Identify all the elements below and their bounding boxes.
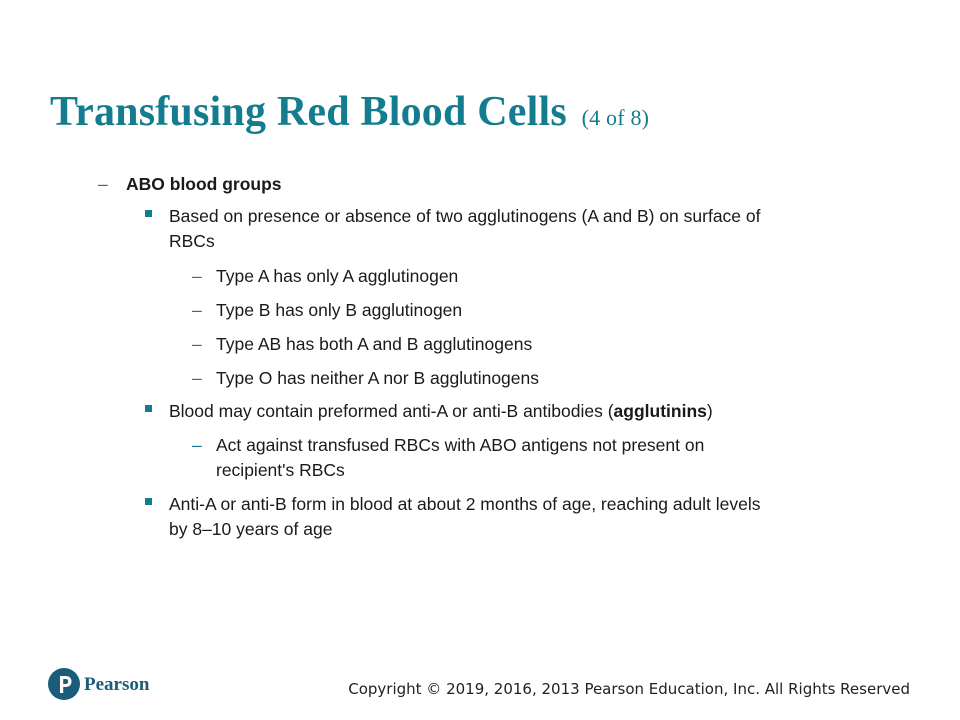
bullet3-line1: Anti-A or anti-B form in blood at about 2 months of age, reaching adult levels — [169, 494, 761, 514]
sub-dash: – — [192, 334, 202, 354]
subitem-type-b: Type B has only B agglutinogen — [216, 300, 463, 320]
sub-dash: – — [192, 435, 202, 455]
bullet2-text-before: Blood may contain preformed anti-A or anti-B antibodies ( — [169, 401, 614, 421]
sub-dash: – — [192, 368, 202, 388]
sub-dash: – — [192, 300, 202, 320]
bullet1-line1: Based on presence or absence of two agglutinogens (A and B) on surface of — [169, 206, 761, 226]
pearson-brand: Pearson — [84, 674, 150, 695]
bullet2-text — [169, 399, 713, 423]
bullet1-line2: RBCs — [169, 231, 215, 251]
heading-dash: – — [98, 174, 108, 194]
bullet2-bold-term: agglutinins — [613, 401, 707, 421]
slide-counter: (4 of 8) — [581, 105, 650, 130]
heading-abo-blood-groups: ABO blood groups — [126, 174, 282, 194]
bullet2-sub-line2: recipient's RBCs — [216, 460, 345, 480]
pearson-p-icon — [48, 668, 80, 700]
sub-dash: – — [192, 266, 202, 286]
subitem-type-a: Type A has only A agglutinogen — [216, 266, 459, 286]
subitem-type-o: Type O has neither A nor B agglutinogens — [216, 368, 539, 388]
bullet2-sub-line1: Act against transfused RBCs with ABO antigens not present on — [216, 435, 705, 455]
subitem-type-ab: Type AB has both A and B agglutinogens — [216, 334, 533, 354]
square-bullet-icon — [145, 405, 152, 412]
bullet3-line2: by 8–10 years of age — [169, 519, 333, 539]
square-bullet-icon — [145, 498, 152, 505]
bullet2-text-after: ) — [706, 401, 713, 421]
slide-title-text: Transfusing Red Blood Cells — [50, 89, 567, 135]
slide-title — [50, 88, 649, 136]
square-bullet-icon — [145, 210, 152, 217]
copyright-notice: Copyright © 2019, 2016, 2013 Pearson Education, Inc. All Rights Reserved — [348, 680, 910, 698]
